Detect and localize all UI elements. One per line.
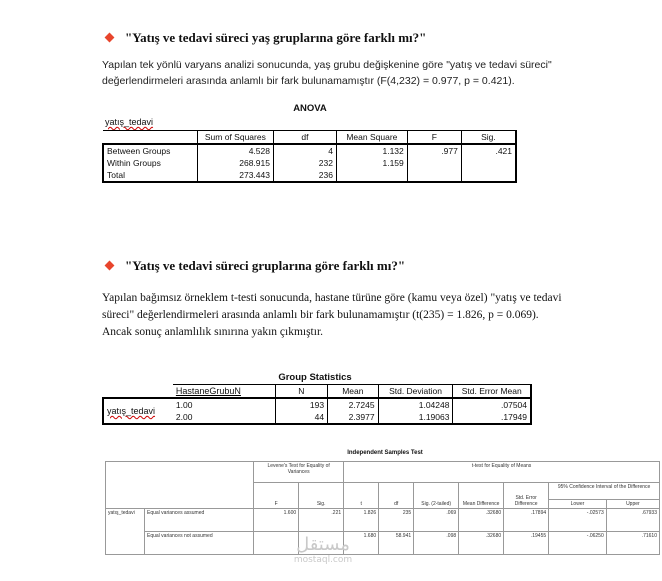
section2-heading-text: "Yatış ve tedavi süreci gruplarına göre farklı mı?" <box>125 258 406 273</box>
gs-header-cell: Std. Deviation <box>378 385 453 399</box>
anova-cell: .421 <box>461 144 516 157</box>
ist-subheader: Sig. (2-tailed) <box>414 483 459 509</box>
ist-cell: .32680 <box>459 509 504 532</box>
ist-cell: .19455 <box>504 532 549 555</box>
ist-row-label: Equal variances not assumed <box>145 532 254 555</box>
ist-cell: .221 <box>299 509 344 532</box>
ist-subheader: Upper <box>606 500 659 509</box>
anova-cell <box>336 169 407 182</box>
gs-cell: 1.00 <box>173 398 275 411</box>
anova-variable-label: yatış_tedavi <box>105 117 154 127</box>
anova-header-row <box>103 131 516 145</box>
watermark-logo <box>268 535 378 566</box>
ist-subheader: Sig. <box>299 483 344 509</box>
ist-subheader: F <box>254 483 299 509</box>
gs-header-blank <box>103 385 173 399</box>
ist-cell: .17894 <box>504 509 549 532</box>
anova-header-cell: Mean Square <box>336 131 407 145</box>
anova-header-cell: df <box>273 131 336 145</box>
gs-header-cell: Std. Error Mean <box>453 385 531 399</box>
anova-row <box>103 144 516 157</box>
gs-cell: .17949 <box>453 411 531 424</box>
gs-cell: 2.00 <box>173 411 275 424</box>
anova-cell: 1.159 <box>336 157 407 169</box>
ist-header-row-1 <box>106 462 660 483</box>
group-stats-table <box>102 384 532 425</box>
anova-cell: 4.528 <box>197 144 273 157</box>
anova-cell: 268.915 <box>197 157 273 169</box>
anova-cell: .977 <box>407 144 461 157</box>
anova-title: ANOVA <box>293 103 327 114</box>
ist-cell: .098 <box>414 532 459 555</box>
ist-row-label: Equal variances assumed <box>145 509 254 532</box>
diamond-bullet-icon <box>105 261 115 271</box>
gs-cell: 44 <box>275 411 328 424</box>
ist-cell: .67933 <box>606 509 659 532</box>
gs-cell: 193 <box>275 398 328 411</box>
ist-cell: .71610 <box>606 532 659 555</box>
ist-subheader: t <box>344 483 379 509</box>
ist-cell: -.02573 <box>549 509 607 532</box>
gs-variable-cell <box>103 398 173 424</box>
section1-heading <box>106 30 426 46</box>
anova-cell: 4 <box>273 144 336 157</box>
ist-cell: 235 <box>379 509 414 532</box>
anova-header-cell: Sum of Squares <box>197 131 273 145</box>
ist-variable-label: yatış_tedavi <box>106 509 145 555</box>
gs-header-cell: N <box>275 385 328 399</box>
gs-cell: 1.19063 <box>378 411 453 424</box>
ist-row <box>106 509 660 532</box>
ist-subheader: Mean Difference <box>459 483 504 509</box>
group-stats-header-row <box>103 385 531 399</box>
gs-header-cell: Mean <box>328 385 379 399</box>
ist-cell: 58.941 <box>379 532 414 555</box>
anova-cell: 273.443 <box>197 169 273 182</box>
anova-cell: 232 <box>273 157 336 169</box>
ist-subheader: Lower <box>549 500 607 509</box>
ist-ttest-header: t-test for Equality of Means <box>344 462 660 483</box>
anova-cell <box>407 169 461 182</box>
ist-subheader: df <box>379 483 414 509</box>
watermark-arabic: مستقل <box>296 534 350 555</box>
anova-cell <box>407 157 461 169</box>
anova-header-cell: Sig. <box>461 131 516 145</box>
ist-cell: -.06250 <box>549 532 607 555</box>
anova-cell: Between Groups <box>103 144 197 157</box>
ist-row <box>106 532 660 555</box>
ist-cell: 1.680 <box>344 532 379 555</box>
ist-ci-header: 95% Confidence Interval of the Difference <box>549 483 660 500</box>
independent-samples-table <box>105 461 660 555</box>
ist-subheader: Std. Error Difference <box>504 483 549 509</box>
anova-cell: Within Groups <box>103 157 197 169</box>
section2-heading <box>106 258 405 274</box>
section1-paragraph: Yapılan tek yönlü varyans analizi sonucunda, yaş grubu değişkenine göre "yatış ve tedavi süreci" değerlendirmeleri arasında anlamlı bir fark bulunamamıştır (F(4,232) = 0.977, p = 0.421). <box>102 59 552 87</box>
anova-row <box>103 157 516 169</box>
ist-title: Independent Samples Test <box>347 450 423 456</box>
ist-cell: .32680 <box>459 532 504 555</box>
gs-cell: .07504 <box>453 398 531 411</box>
gs-variable-label: yatış_tedavi <box>107 406 156 416</box>
group-stats-title: Group Statistics <box>278 372 352 383</box>
ist-header-blank <box>106 462 254 509</box>
gs-cell: 2.7245 <box>328 398 379 411</box>
anova-cell <box>461 157 516 169</box>
watermark-latin: mostaql.com <box>293 555 353 565</box>
anova-header-blank <box>103 131 197 145</box>
anova-cell: 1.132 <box>336 144 407 157</box>
ist-cell: 1.826 <box>344 509 379 532</box>
ist-levene-header: Levene's Test for Equality of Variances <box>254 462 344 483</box>
anova-table <box>102 130 517 183</box>
gs-header-cell: HastaneGrubuN <box>173 385 275 399</box>
section2-paragraph: Yapılan bağımsız örneklem t-testi sonucunda, hastane türüne göre (kamu veya özel) "yatış ve tedavi süreci" değerlendirmeleri arasında anlamlı bir fark bulunamamıştır (t(235) = 1.826, p = 0.069). Ancak sonuç anlamlılık sınırına yakın çıkmıştır. <box>102 292 562 338</box>
ist-cell: .069 <box>414 509 459 532</box>
anova-cell: 236 <box>273 169 336 182</box>
gs-cell: 1.04248 <box>378 398 453 411</box>
anova-header-cell: F <box>407 131 461 145</box>
ist-cell: 1.600 <box>254 509 299 532</box>
diamond-bullet-icon <box>105 33 115 43</box>
section1-heading-text: "Yatış ve tedavi süreci yaş gruplarına göre farklı mı?" <box>125 30 427 45</box>
anova-row <box>103 169 516 182</box>
anova-cell: Total <box>103 169 197 182</box>
anova-cell <box>461 169 516 182</box>
gs-cell: 2.3977 <box>328 411 379 424</box>
group-stats-row <box>103 398 531 411</box>
